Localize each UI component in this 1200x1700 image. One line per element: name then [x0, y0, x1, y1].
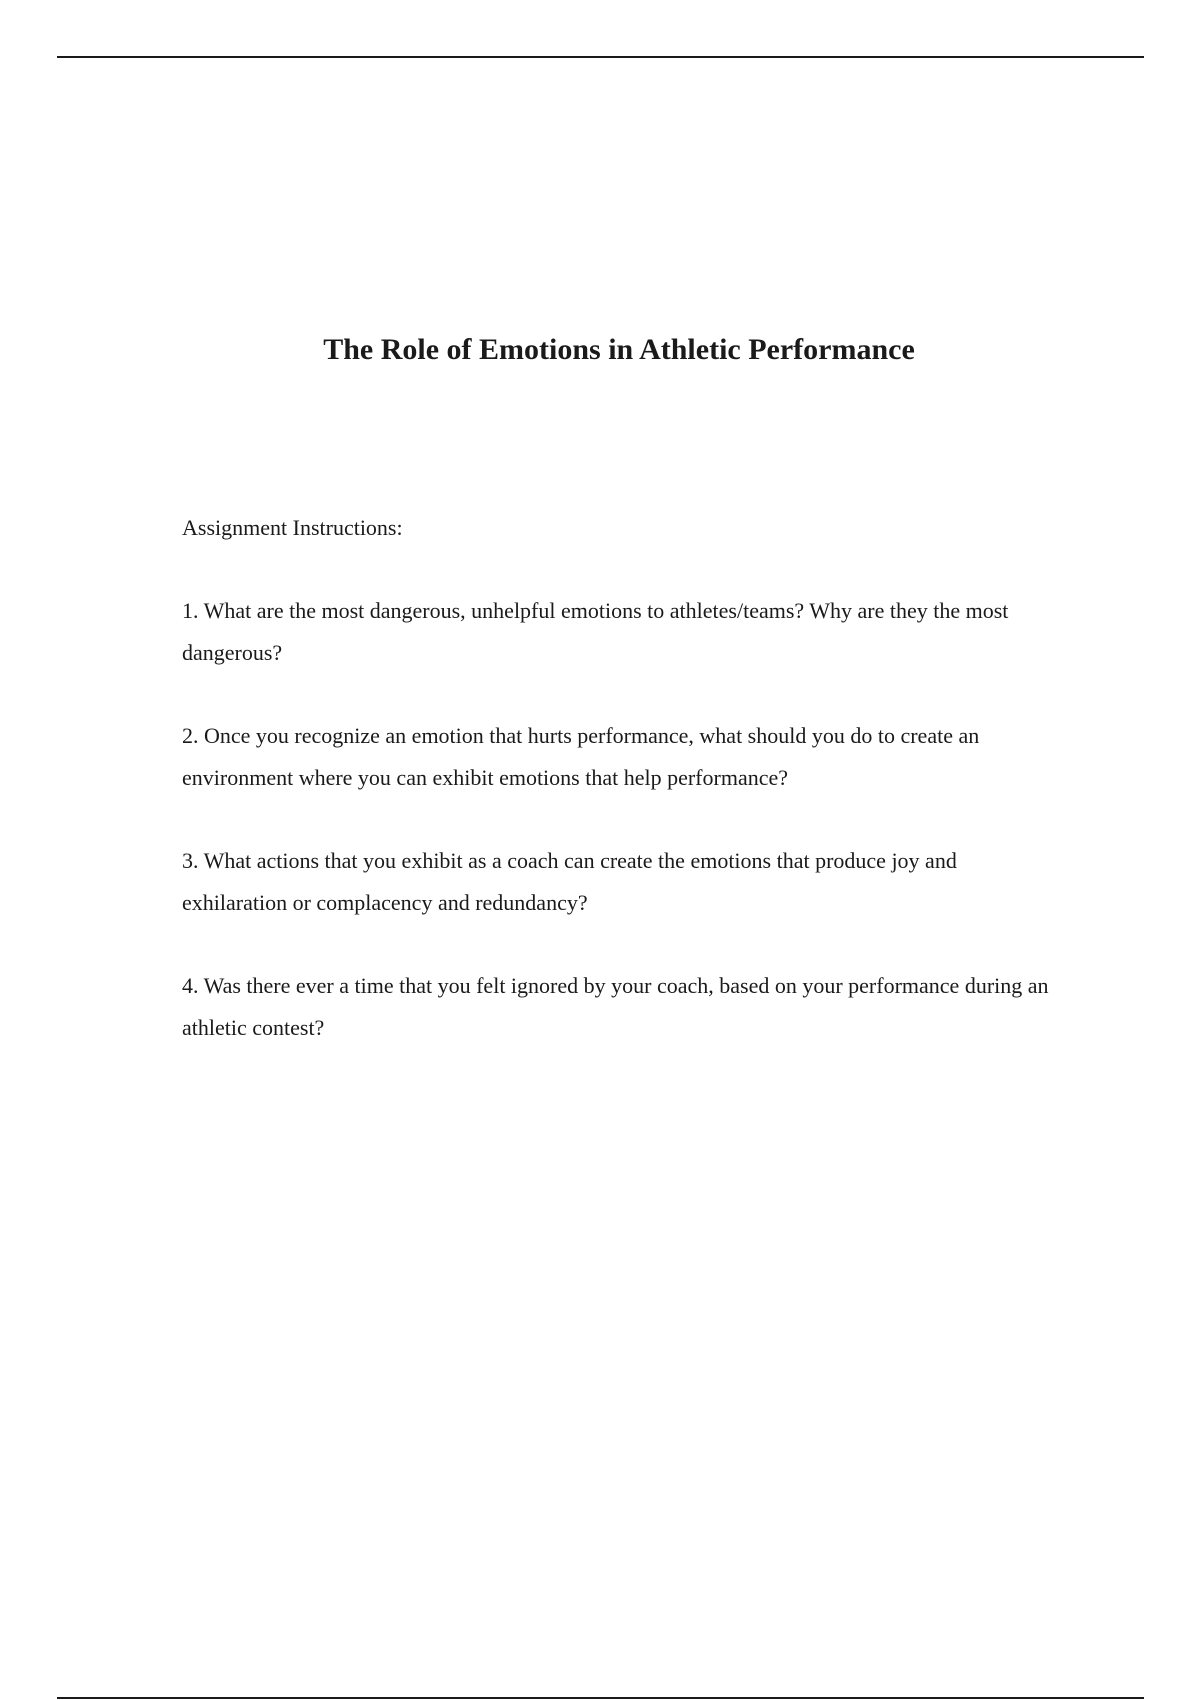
top-divider: [57, 56, 1144, 58]
question-1: 1. What are the most dangerous, unhelpful emotions to athletes/teams? Why are they the most dangerous?: [182, 598, 1009, 665]
question-3: 3. What actions that you exhibit as a coach can create the emotions that produce joy and exhilaration or complacency and redundancy?: [182, 848, 957, 915]
document-title: The Role of Emotions in Athletic Performance: [323, 333, 915, 366]
instructions-label: Assignment Instructions:: [182, 515, 403, 540]
question-4: 4. Was there ever a time that you felt ignored by your coach, based on your performance during an athletic contest?: [182, 973, 1049, 1040]
bottom-divider: [57, 1697, 1144, 1699]
question-2: 2. Once you recognize an emotion that hurts performance, what should you do to create an environment where you can exhibit emotions that help performance?: [182, 723, 980, 790]
